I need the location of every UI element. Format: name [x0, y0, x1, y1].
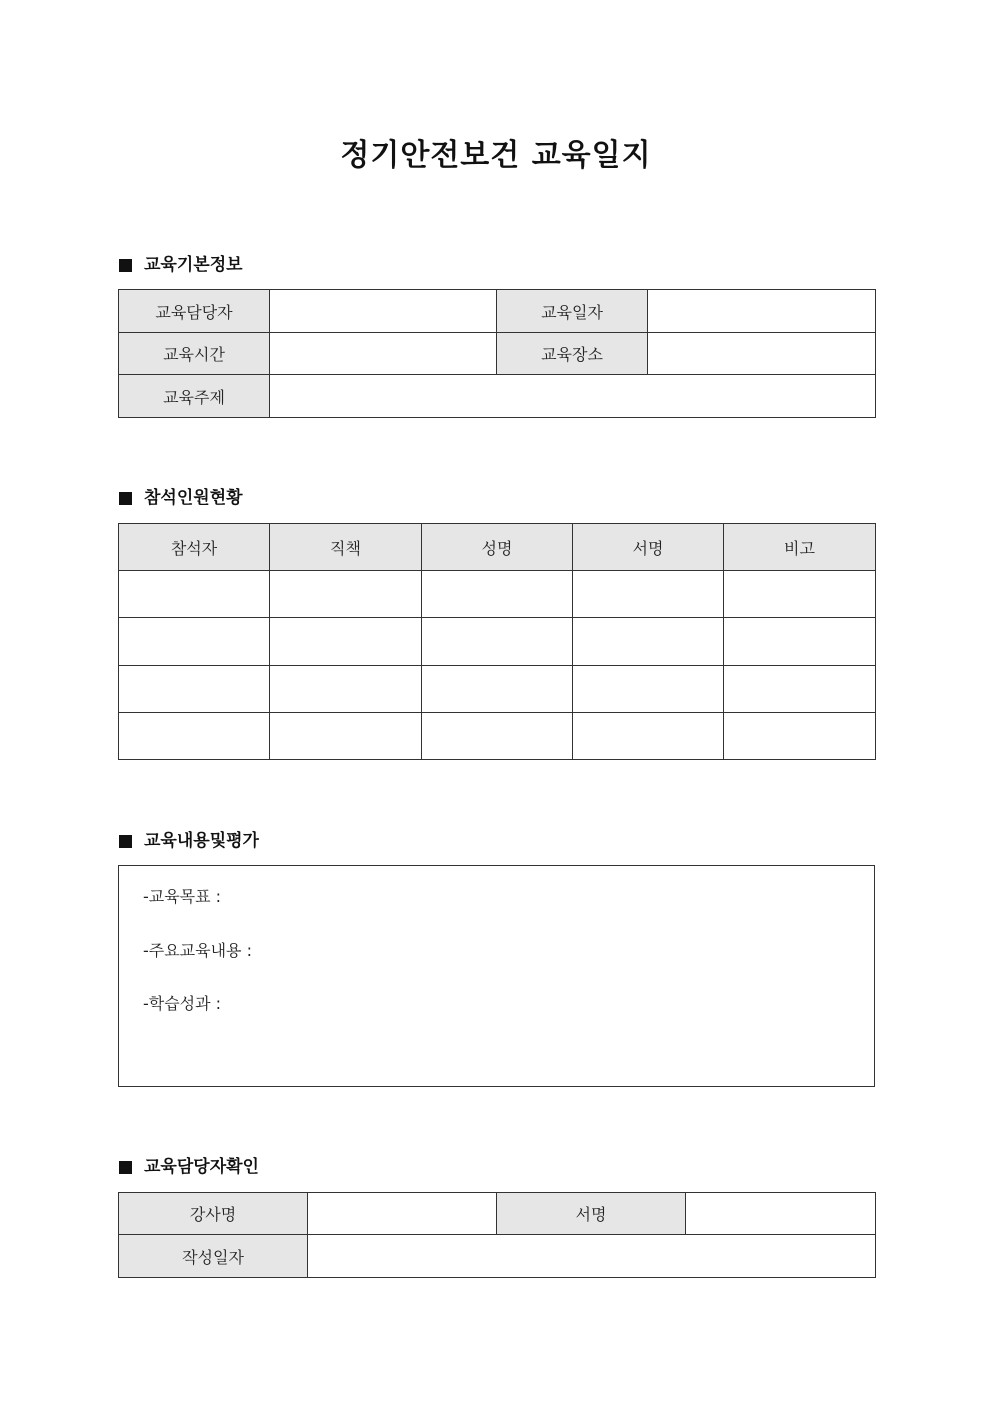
table-row	[119, 1193, 876, 1235]
label-cell: 교육장소	[497, 333, 648, 375]
value-cell[interactable]	[270, 375, 876, 418]
value-cell[interactable]	[308, 1235, 876, 1278]
column-header: 서명	[573, 524, 724, 571]
value-cell[interactable]	[686, 1193, 876, 1235]
content-box[interactable]	[118, 865, 875, 1087]
table-cell[interactable]	[573, 618, 724, 666]
table-cell[interactable]	[270, 666, 422, 713]
column-header: 직책	[270, 524, 422, 571]
section-heading-basic-info	[119, 253, 243, 277]
table-row	[119, 290, 876, 333]
table-cell[interactable]	[573, 666, 724, 713]
label-cell: 서명	[497, 1193, 686, 1235]
page-title: 정기안전보건 교육일지	[340, 138, 652, 173]
black-square-icon	[119, 835, 132, 848]
section-heading-label: 교육담당자확인	[144, 1157, 259, 1177]
section-heading-label: 교육내용및평가	[144, 831, 259, 851]
label-cell: 작성일자	[119, 1235, 308, 1278]
table-row	[119, 375, 876, 418]
table-cell[interactable]	[119, 666, 270, 713]
section-heading-content	[119, 829, 259, 853]
table-header-row	[119, 524, 876, 571]
table-cell[interactable]	[422, 713, 573, 760]
table-cell[interactable]	[724, 571, 876, 618]
value-cell[interactable]	[270, 290, 497, 333]
black-square-icon	[119, 492, 132, 505]
black-square-icon	[119, 1161, 132, 1174]
table-cell[interactable]	[422, 618, 573, 666]
table-cell[interactable]	[119, 713, 270, 760]
table-row	[119, 571, 876, 618]
table-cell[interactable]	[422, 571, 573, 618]
column-header: 참석자	[119, 524, 270, 571]
section-heading-label: 참석인원현황	[144, 488, 243, 508]
table-cell[interactable]	[119, 618, 270, 666]
education-goal-line: -교육목표 :	[143, 887, 222, 906]
value-cell[interactable]	[308, 1193, 497, 1235]
table-cell[interactable]	[573, 713, 724, 760]
basic-info-table	[118, 289, 876, 418]
value-cell[interactable]	[270, 333, 497, 375]
label-cell: 강사명	[119, 1193, 308, 1235]
table-cell[interactable]	[270, 571, 422, 618]
column-header: 비고	[724, 524, 876, 571]
table-row	[119, 666, 876, 713]
label-cell: 교육일자	[497, 290, 648, 333]
label-cell: 교육시간	[119, 333, 270, 375]
label-cell: 교육주제	[119, 375, 270, 418]
table-cell[interactable]	[573, 571, 724, 618]
table-cell[interactable]	[422, 666, 573, 713]
value-cell[interactable]	[648, 333, 876, 375]
table-row	[119, 1235, 876, 1278]
main-content-line: -주요교육내용 :	[143, 941, 252, 960]
table-cell[interactable]	[270, 618, 422, 666]
confirmation-table	[118, 1192, 876, 1278]
table-cell[interactable]	[270, 713, 422, 760]
section-heading-label: 교육기본정보	[144, 255, 243, 275]
section-heading-attendance	[119, 486, 243, 510]
label-cell: 교육담당자	[119, 290, 270, 333]
table-cell[interactable]	[724, 618, 876, 666]
section-heading-confirmation	[119, 1155, 259, 1179]
table-row	[119, 713, 876, 760]
black-square-icon	[119, 259, 132, 272]
value-cell[interactable]	[648, 290, 876, 333]
table-row	[119, 333, 876, 375]
attendance-table	[118, 523, 876, 760]
table-row	[119, 618, 876, 666]
column-header: 성명	[422, 524, 573, 571]
table-cell[interactable]	[119, 571, 270, 618]
table-cell[interactable]	[724, 713, 876, 760]
learning-outcome-line: -학습성과 :	[143, 994, 222, 1013]
table-cell[interactable]	[724, 666, 876, 713]
